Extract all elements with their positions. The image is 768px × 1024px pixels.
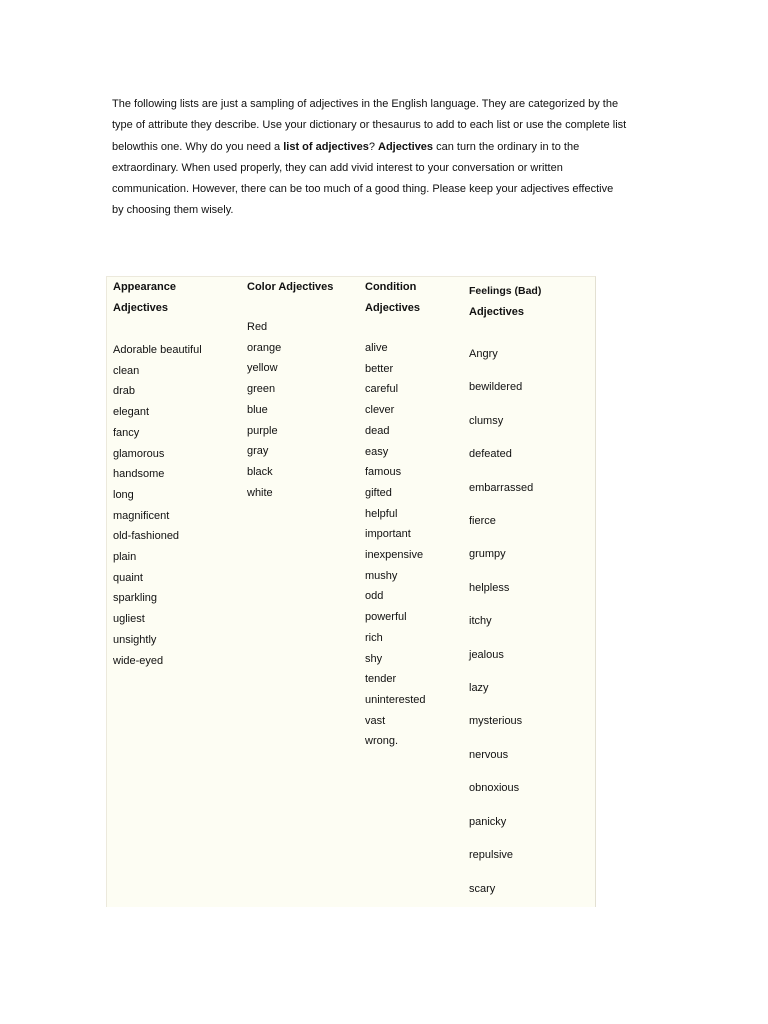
color-column [247, 277, 333, 503]
adjective-item: long [113, 488, 134, 501]
column-heading [469, 281, 541, 323]
adjective-item: itchy [469, 615, 492, 628]
intro-bold-text: Adjectives [378, 140, 434, 153]
column-list [469, 338, 541, 906]
intro-line: by choosing them wisely. [112, 204, 234, 217]
adjective-item: elegant [113, 406, 150, 419]
adjective-item: careful [365, 383, 399, 396]
adjective-item: ugliest [113, 613, 145, 626]
adjective-item: unsightly [113, 633, 157, 646]
column-list [113, 340, 202, 671]
adjective-item: gray [247, 445, 269, 458]
column-heading-line: Condition [365, 281, 417, 293]
adjective-item: powerful [365, 611, 407, 624]
adjective-item: obnoxious [469, 782, 520, 795]
adjective-item: clumsy [469, 414, 504, 427]
adjective-item: dead [365, 424, 390, 437]
intro-bold-text: list of adjectives [283, 140, 369, 153]
adjective-item: clever [365, 404, 395, 417]
adjective-item: blue [247, 403, 268, 416]
intro-line: communication. However, there can be too much of a good thing. Please keep your adjectives effective [112, 183, 614, 196]
adjective-item: wide-eyed [113, 654, 164, 667]
adjective-item: scary [469, 882, 496, 895]
adjective-item: lazy [469, 682, 489, 695]
adjective-item: wrong. [365, 735, 399, 748]
adjective-item: mushy [365, 569, 398, 582]
intro-line: type of attribute they describe. Use your dictionary or thesaurus to add to each list or use the complete list [112, 119, 627, 132]
adjective-item: odd [365, 590, 384, 603]
intro-line: The following lists are just a sampling of adjectives in the English language. They are categorized by the [112, 98, 619, 110]
adjective-item: white [247, 486, 273, 499]
adjective-item: Adorable beautiful [113, 344, 202, 356]
adjective-item: tender [365, 673, 397, 686]
adjective-item: repulsive [469, 849, 514, 862]
column-heading-line: Adjectives [113, 302, 169, 314]
adjective-item: better [365, 362, 394, 375]
adjective-item: panicky [469, 815, 507, 828]
adjective-item: handsome [113, 468, 165, 481]
adjective-item: famous [365, 466, 402, 479]
adjective-item: orange [247, 341, 282, 354]
adjective-item: gifted [365, 486, 392, 499]
column-heading [113, 277, 202, 319]
intro-text: can turn the ordinary in to the [433, 140, 580, 153]
intro-line [112, 137, 642, 158]
intro-paragraph [112, 94, 642, 222]
adjective-item: clean [113, 364, 140, 377]
adjective-item: magnificent [113, 509, 170, 522]
adjective-item: important [365, 528, 411, 541]
adjective-item: plain [113, 551, 137, 564]
adjective-item: alive [365, 342, 388, 354]
column-heading-line: Appearance [113, 281, 176, 293]
adjective-item: inexpensive [365, 549, 424, 562]
adjective-item: helpless [469, 581, 510, 594]
adjective-item: yellow [247, 362, 278, 375]
adjective-item: quaint [113, 571, 143, 584]
intro-line: extraordinary. When used properly, they can add vivid interest to your conversation or written [112, 161, 563, 174]
adjective-item: rich [365, 631, 383, 644]
adjective-item: sparkling [113, 592, 158, 605]
adjective-item: green [247, 383, 276, 396]
intro-text: ? [368, 140, 379, 153]
column-heading-line: Adjectives [469, 306, 525, 318]
adjective-item: Red [247, 321, 268, 333]
column-heading-line: Adjectives [365, 302, 421, 314]
adjective-item: jealous [469, 648, 504, 661]
feelings-bad-column [469, 281, 541, 906]
column-heading-line: Color Adjectives [247, 281, 334, 293]
adjective-item: fancy [113, 426, 140, 439]
adjective-item: nervous [469, 748, 509, 761]
adjective-item: mysterious [469, 715, 523, 728]
adjective-item: uninterested [365, 693, 426, 706]
adjective-item: glamorous [113, 447, 165, 460]
adjective-item: drab [113, 385, 136, 398]
adjective-item: vast [365, 714, 386, 727]
column-list [247, 317, 333, 503]
adjective-item: Angry [469, 348, 498, 360]
adjectives-table [106, 276, 596, 907]
adjective-item: black [247, 465, 273, 478]
adjective-item: fierce [469, 515, 496, 528]
adjective-item: defeated [469, 448, 512, 461]
column-heading-line: Feelings (Bad) [469, 285, 542, 297]
adjective-item: embarrassed [469, 481, 534, 494]
appearance-column [113, 277, 202, 671]
adjective-item: bewildered [469, 381, 523, 394]
condition-column [365, 277, 426, 752]
adjective-item: old-fashioned [113, 530, 180, 543]
adjective-item: shy [365, 652, 383, 665]
column-heading [247, 277, 333, 298]
adjective-item: grumpy [469, 548, 506, 561]
adjective-item: helpful [365, 507, 398, 520]
column-heading [365, 277, 426, 319]
adjective-item: purple [247, 424, 278, 437]
adjective-item: easy [365, 445, 389, 458]
intro-text: belowthis one. Why do you need a [112, 140, 284, 153]
column-list [365, 338, 426, 752]
